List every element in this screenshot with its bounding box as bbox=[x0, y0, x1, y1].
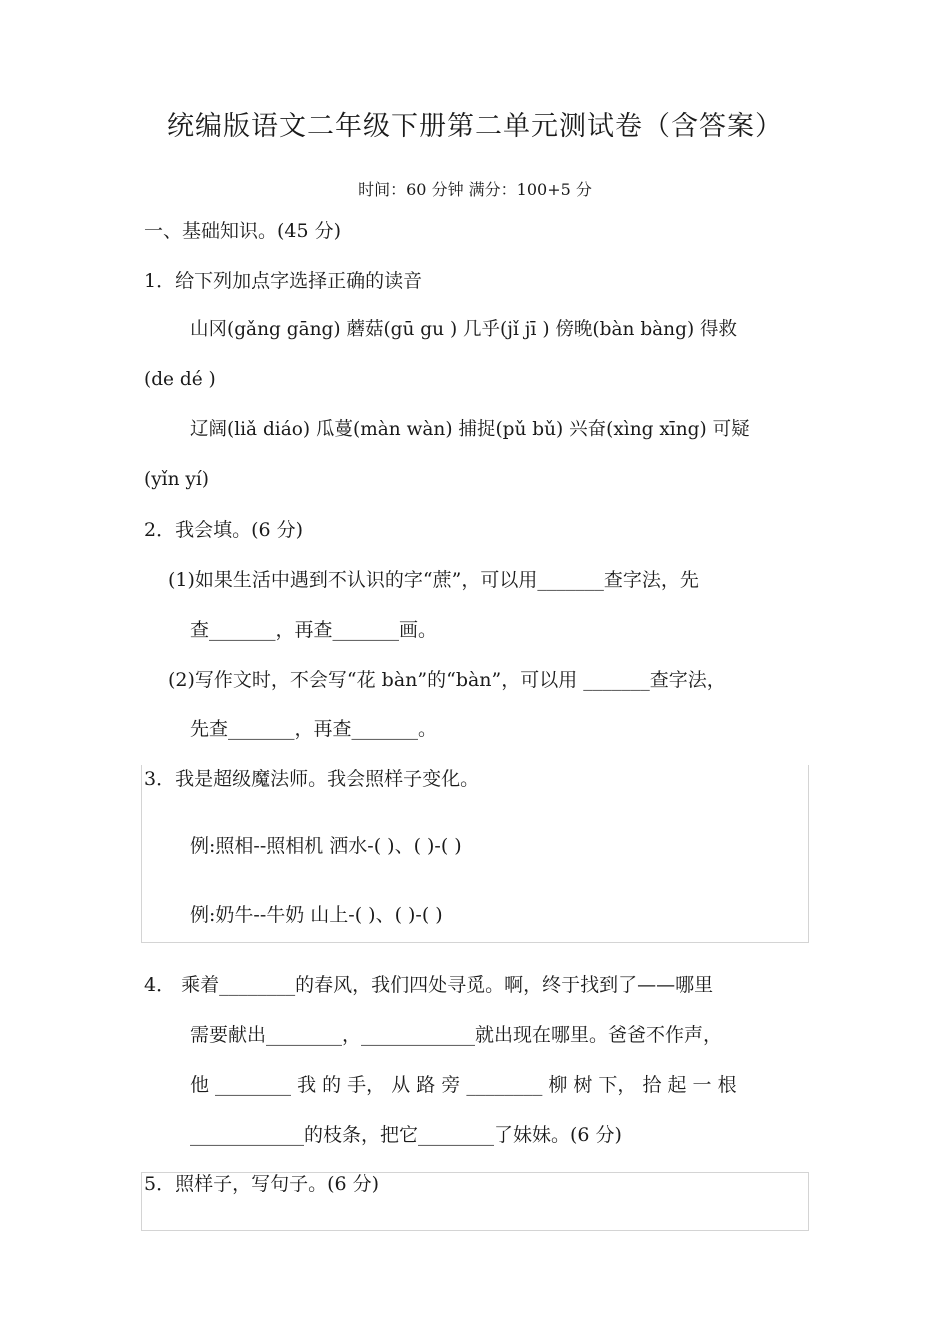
q4-line: 需要献出________，____________就出现在哪里。爸爸不作声， bbox=[190, 1024, 723, 1046]
q2-item: (1)如果生活中遇到不认识的字“蔗”，可以用_______查字法，先 bbox=[168, 569, 699, 591]
q4-line: ____________的枝条，把它________了妹妹。(6 分) bbox=[190, 1124, 622, 1146]
q3-example: 例:照相--照相机 洒水-( )、( )-( ) bbox=[190, 835, 462, 857]
q4-line: 他 ________ 我 的 手， 从 路 旁 ________ 柳 树 下， 拾 起 一 根 bbox=[190, 1074, 737, 1096]
q1-heading: 1．给下列加点字选择正确的读音 bbox=[144, 270, 423, 292]
q2-item: 查_______，再查_______画。 bbox=[190, 619, 438, 641]
page-title: 统编版语文二年级下册第二单元测试卷（含答案） bbox=[167, 111, 783, 142]
q2-item: 先查_______，再查_______。 bbox=[190, 718, 438, 740]
q3-example: 例:奶牛--牛奶 山上-( )、( )-( ) bbox=[190, 904, 443, 926]
q2-item: (2)写作文时，不会写“花 bàn”的“bàn”，可以用 _______查字法， bbox=[168, 669, 726, 691]
q1-line: 山冈(gǎng gāng) 蘑菇(gū gu ) 几乎(jǐ jī ) 傍晚(bàn bàng) 得救 bbox=[190, 319, 738, 340]
q1-line: (de dé ) bbox=[144, 369, 216, 390]
q1-line: (yǐn yí) bbox=[144, 469, 209, 490]
q1-line: 辽阔(liǎ diáo) 瓜蔓(màn wàn) 捕捉(pǔ bǔ) 兴奋(xìng xīng) 可疑 bbox=[190, 419, 750, 440]
q3-heading: 3．我是超级魔法师。我会照样子变化。 bbox=[144, 768, 480, 790]
q2-heading: 2．我会填。(6 分) bbox=[144, 519, 304, 541]
section-heading: 一、基础知识。(45 分) bbox=[144, 220, 342, 242]
q4-line: 4． 乘着________的春风，我们四处寻觅。啊，终于找到了——哪里 bbox=[144, 974, 714, 996]
exam-info: 时间：60 分钟 满分：100+5 分 bbox=[358, 180, 592, 199]
q5-heading: 5．照样子，写句子。(6 分) bbox=[144, 1173, 380, 1195]
